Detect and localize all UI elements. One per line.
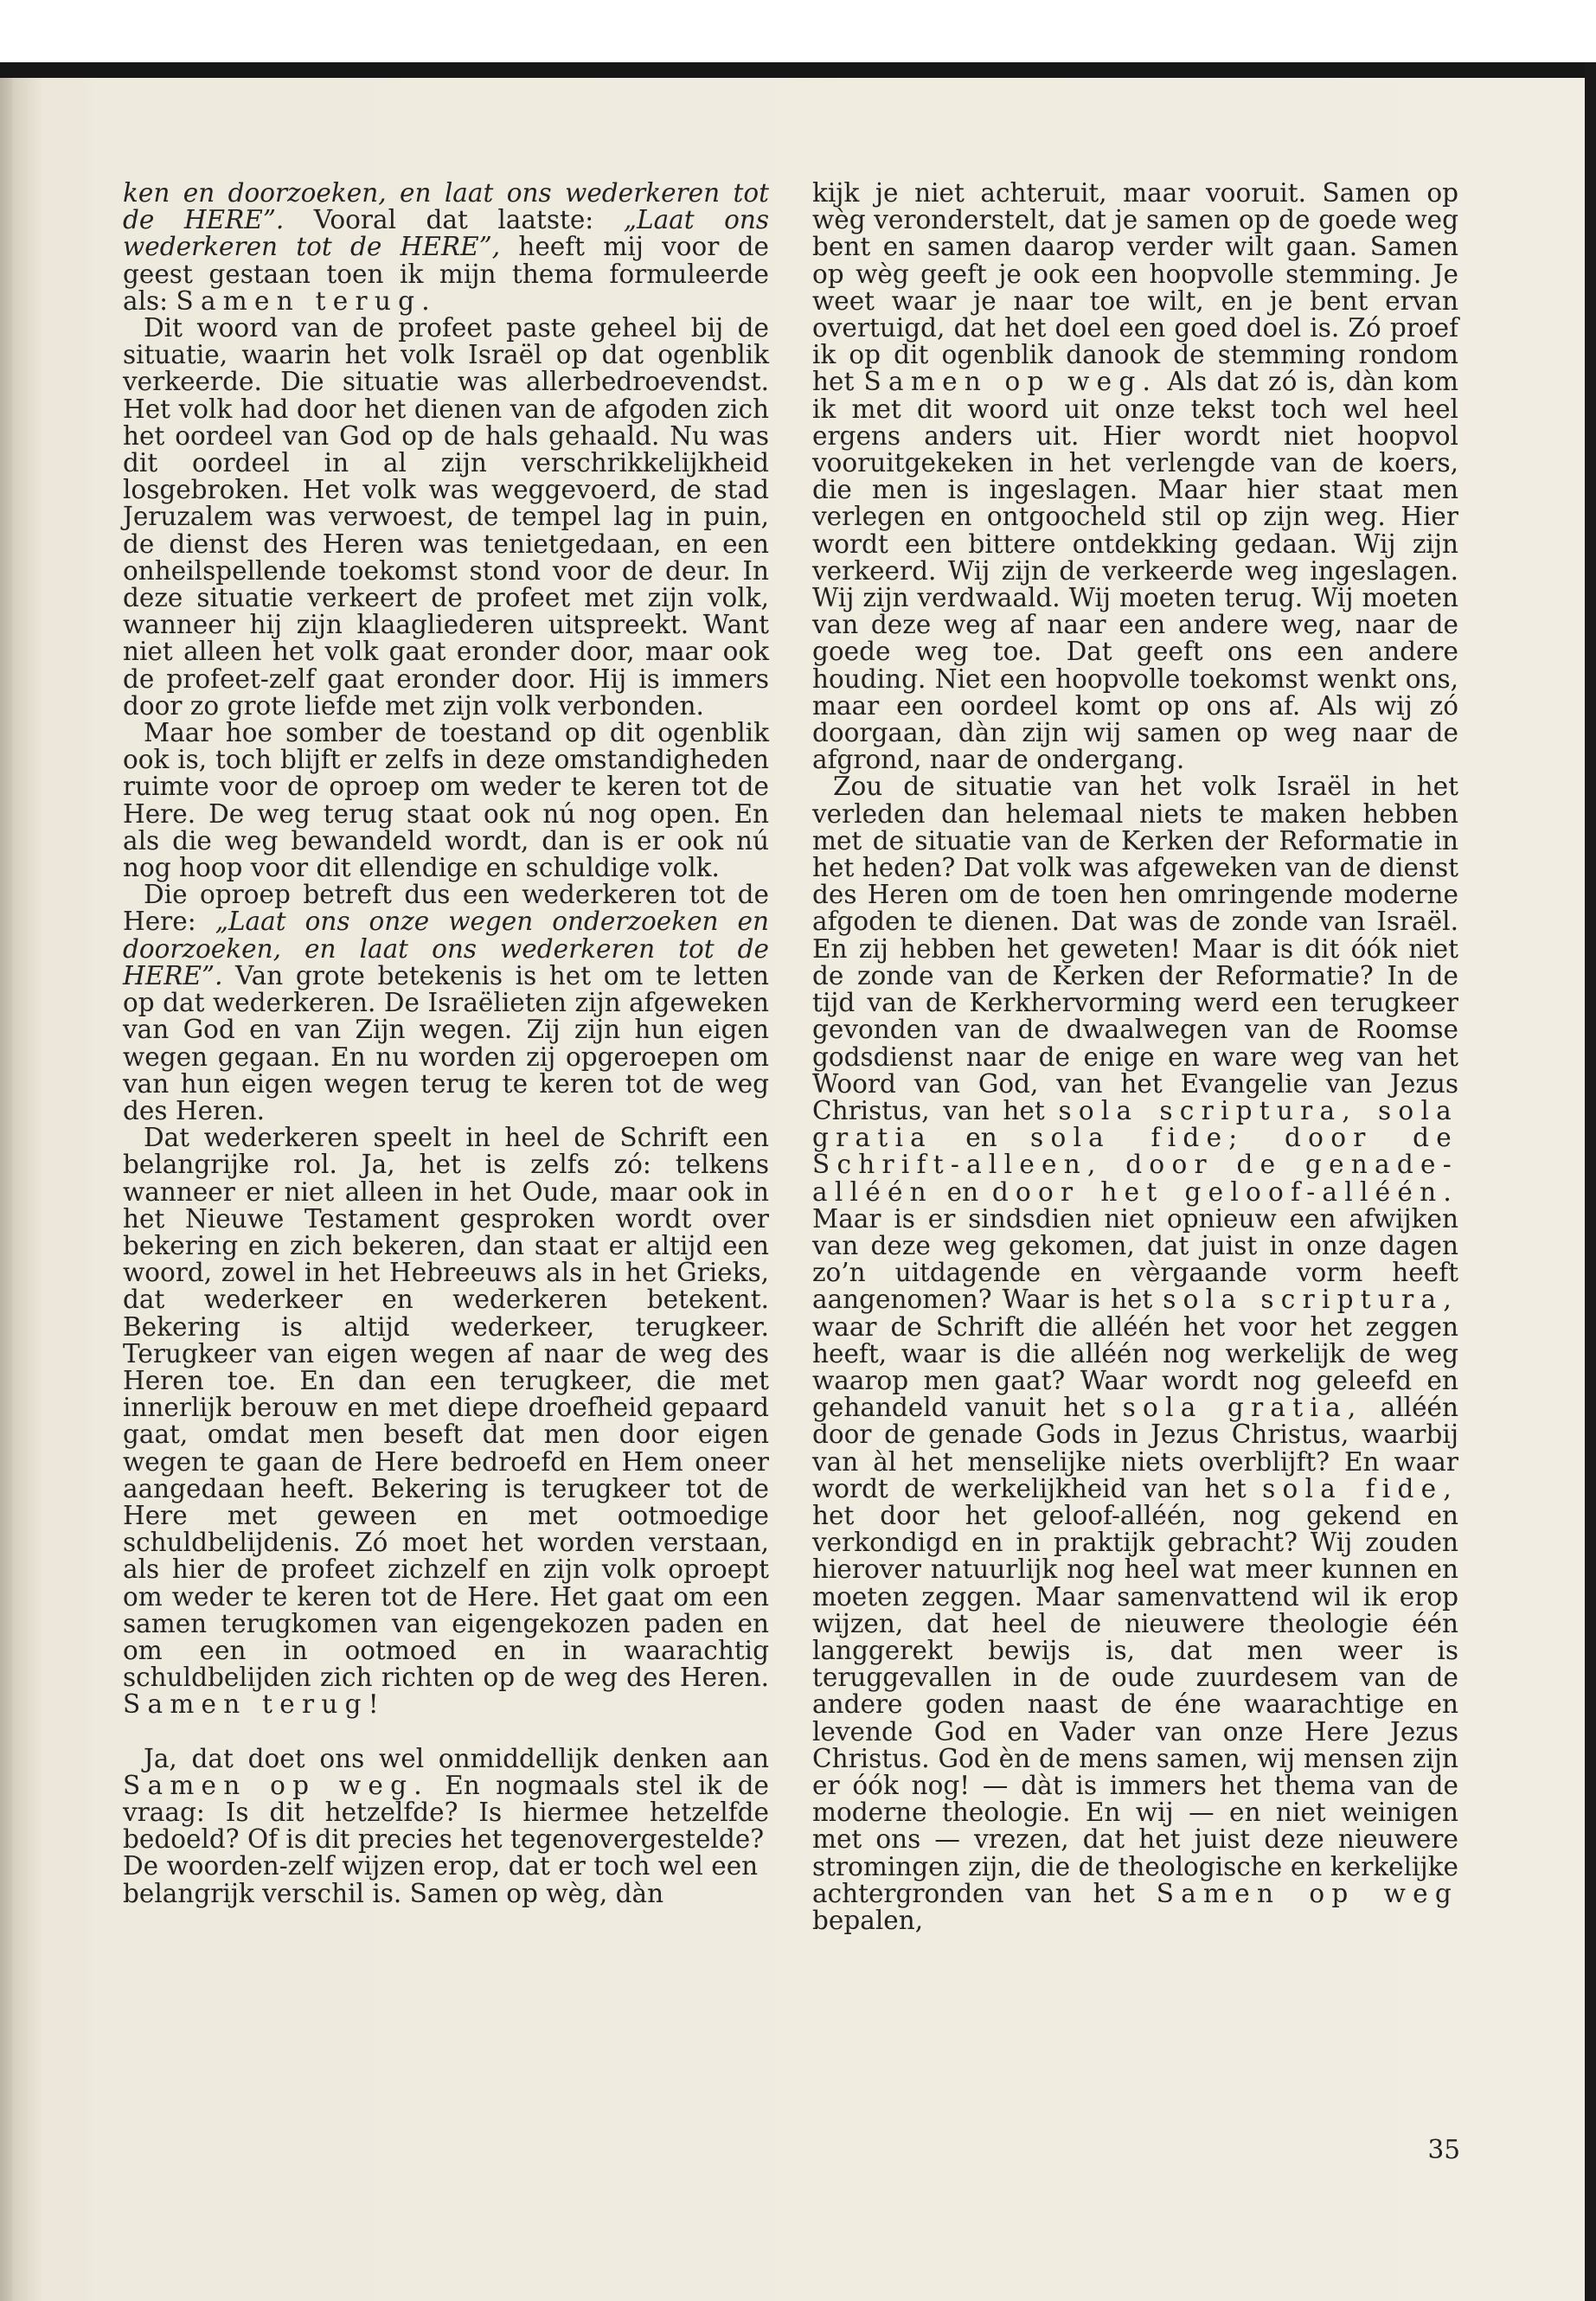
- spaced-phrase: sola scriptura,: [1163, 1285, 1459, 1315]
- paragraph: ken en doorzoeken, en laat ons wederkeren tot de HERE”. Vooral dat laatste: „Laat ons wederkeren tot de HERE”, heeft mij voor de geest gestaan toen ik mijn thema formuleerde als: Samen terug.: [123, 178, 769, 316]
- spaced-phrase: Samen terug.: [176, 285, 437, 316]
- paragraph: Maar hoe somber de toestand op dit ogenblik ook is, toch blijft er zelfs in deze omstandigheden ruimte voor de oproep om weder te keren tot de Here. De weg terug staat ook nú nog open. En als die weg bewandeld wordt, dan is er ook nú nog hoop voor dit ellendige en schuldige volk.: [123, 718, 769, 883]
- spaced-phrase: Samen op weg.: [863, 367, 1158, 397]
- page-number: 35: [1427, 2135, 1460, 2164]
- spaced-phrase: sola gratia,: [1122, 1393, 1363, 1423]
- scan-right-edge: [1585, 62, 1596, 2301]
- spaced-phrase: sola scriptura, sola gratia: [812, 1095, 1458, 1153]
- spaced-phrase: Samen op weg: [1156, 1878, 1458, 1908]
- spaced-phrase: Samen op weg.: [123, 1770, 429, 1800]
- scan-top-margin: [0, 0, 1596, 67]
- right-column: [812, 180, 1458, 1934]
- paragraph: Dat wederkeren speelt in heel de Schrift een belangrijke rol. Ja, het is zelfs zó: telkens wanneer er niet alleen in het Oude, maar ook in het Nieuwe Testament gesproken wordt over bekering en zich bekeren, dan staat er altijd een woord, zowel in het Hebreeuws als in het Grieks, dat wederkeer en wederkeren betekent. Bekering is altijd wederkeer, terugkeer. Terugkeer van eigen wegen af naar de weg des Heren toe. En dan een terugkeer, die met innerlijk berouw en met diepe droefheid gepaard gaat, omdat men beseft dat men door eigen wegen te gaan de Here bedroefd en Hem oneer aangedaan heeft. Bekering is terugkeer tot de Here met geween en met ootmoedige schuldbelijdenis. Zó moet het worden verstaan, als hier de profeet zichzelf en zijn volk oproept om weder te keren tot de Here. Het gaat om een samen terugkomen van eigengekozen paden en om een in ootmoed en in waarachtig schuldbelijden zich richten op de weg des Heren. Samen terug!: [123, 1123, 769, 1720]
- paragraph: De woorden-zelf wijzen erop, dat er toch wel een belangrijk verschil is. Samen op wèg, dàn: [123, 1851, 759, 1908]
- paragraph: Dit woord van de profeet paste geheel bij de situatie, waarin het volk Israël op dat ogenblik verkeerde. Die situatie was allerbedroevendst. Het volk had door het dienen van de afgoden zich het oordeel van God op de hals gehaald. Nu was dit oordeel in al zijn verschrikkelijkheid losgebroken. Het volk was weggevoerd, de stad Jeruzalem was verwoest, de tempel lag in puin, de dienst des Heren was tenietgedaan, en een onheilspellende toekomst stond voor de deur. In deze situatie verkeert de profeet met zijn volk, wanneer hij zijn klaagliederen uitspreekt. Want niet alleen het volk gaat eronder door, maar ook de profeet-zelf gaat eronder door. Hij is immers door zo grote liefde met zijn volk verbonden.: [123, 313, 769, 721]
- spaced-phrase: door het geloof-alléén.: [991, 1176, 1458, 1207]
- spaced-phrase: sola fide; door de Schrift-alleen, door de genade-alléén: [812, 1123, 1458, 1207]
- spaced-phrase: sola fide,: [1262, 1473, 1458, 1503]
- spaced-phrase: Samen terug!: [123, 1689, 386, 1720]
- paragraph: Die oproep betreft dus een wederkeren tot de Here: „Laat ons onze wegen onderzoeken en doorzoeken, en laat ons wederkeren tot de HERE”. Van grote betekenis is het om te letten op dat wederkeren. De Israëlieten zijn afgeweken van God en van Zijn wegen. Zij zijn hun eigen wegen gegaan. En nu worden zij opgeroepen om van hun eigen wegen terug te keren tot de weg des Heren.: [123, 880, 769, 1125]
- book-gutter: [0, 78, 12, 2301]
- left-column: [123, 180, 769, 1907]
- paragraph: Zou de situatie van het volk Israël in het verleden dan helemaal niets te maken hebben met de situatie van de Kerken der Reformatie in het heden? Dat volk was afgeweken van de dienst des Heren om de toen hen omringende moderne afgoden te dienen. Dat was de zonde van Israël. En zij hebben het geweten! Maar is dit óók niet de zonde van de Kerken der Reformatie? In de tijd van de Kerkhervorming werd een terugkeer gevonden van de dwaalwegen van de Roomse godsdienst naar de enige en ware weg van het Woord van God, van het Evangelie van Jezus Christus, van het sola scriptura, sola gratia en sola fide; door de Schrift-alleen, door de genade-alléén en door het geloof-alléén. Maar is er sindsdien niet opnieuw een afwijken van deze weg gekomen, dat juist in onze dagen zo’n uitdagende en vèrgaande vorm heeft aangenomen? Waar is het sola scriptura, waar de Schrift die alléén het voor het zeggen heeft, waar is die alléén nog werkelijk de weg waarop men gaat? Waar wordt nog geleefd en gehandeld vanuit het sola gratia, alléén door de genade Gods in Jezus Christus, waarbij van àl het menselijke niets overblijft? En waar wordt de werkelijkheid van het sola fide, het door het geloof-alléén, nog gekend en verkondigd en in praktijk gebracht? Wij zouden hierover natuurlijk nog heel wat meer kunnen en moeten zeggen. Maar samenvattend wil ik erop wijzen, dat heel de nieuwere theologie één langgerekt bewijs is, dat men weer is teruggevallen in de oude zuurdesem van de andere goden naast de éne waarachtige en levende God en Vader van onze Here Jezus Christus. God èn de mens samen, wij mensen zijn er óók nog! — dàt is immers het thema van de moderne theologie. En wij — en niet weinigen met ons — vrezen, dat het juist deze nieuwere stromingen zijn, die de theologische en kerkelijke achtergronden van het Samen op weg bepalen,: [812, 772, 1459, 1935]
- paragraph: Ja, dat doet ons wel onmiddellijk denken aan Samen op weg. En nogmaals stel ik de vraag: Is dit hetzelfde? Is hiermee hetzelfde bedoeld? Of is dit precies het tegenovergestelde?: [123, 1743, 769, 1855]
- paragraph: kijk je niet achteruit, maar vooruit. Samen op wèg veronderstelt, dat je samen op de goede weg bent en samen daarop verder wilt gaan. Samen op wèg geeft je ook een hoopvolle stemming. Je weet waar je naar toe wilt, en je bent ervan overtuigd, dat het doel een goed doel is. Zó proef ik op dit ogenblik danook de stemming rondom het Samen op weg. Als dat zó is, dàn kom ik met dit woord uit onze tekst toch wel heel ergens anders uit. Hier wordt niet hoopvol vooruitgekeken in het verlengde van de koers, die men is ingeslagen. Maar hier staat men verlegen en ontgoocheld stil op zijn weg. Hier wordt een bittere ontdekking gedaan. Wij zijn verkeerd. Wij zijn de verkeerde weg ingeslagen. Wij zijn verdwaald. Wij moeten terug. Wij moeten van deze weg af naar een andere weg, naar de goede weg toe. Dat geeft ons een andere houding. Niet een hoopvolle toekomst wenkt ons, maar een oordeel komt op ons af. Als wij zó doorgaan, dàn zijn wij samen op weg naar de afgrond, naar de ondergang.: [812, 178, 1458, 775]
- scan-top-edge: [0, 62, 1596, 78]
